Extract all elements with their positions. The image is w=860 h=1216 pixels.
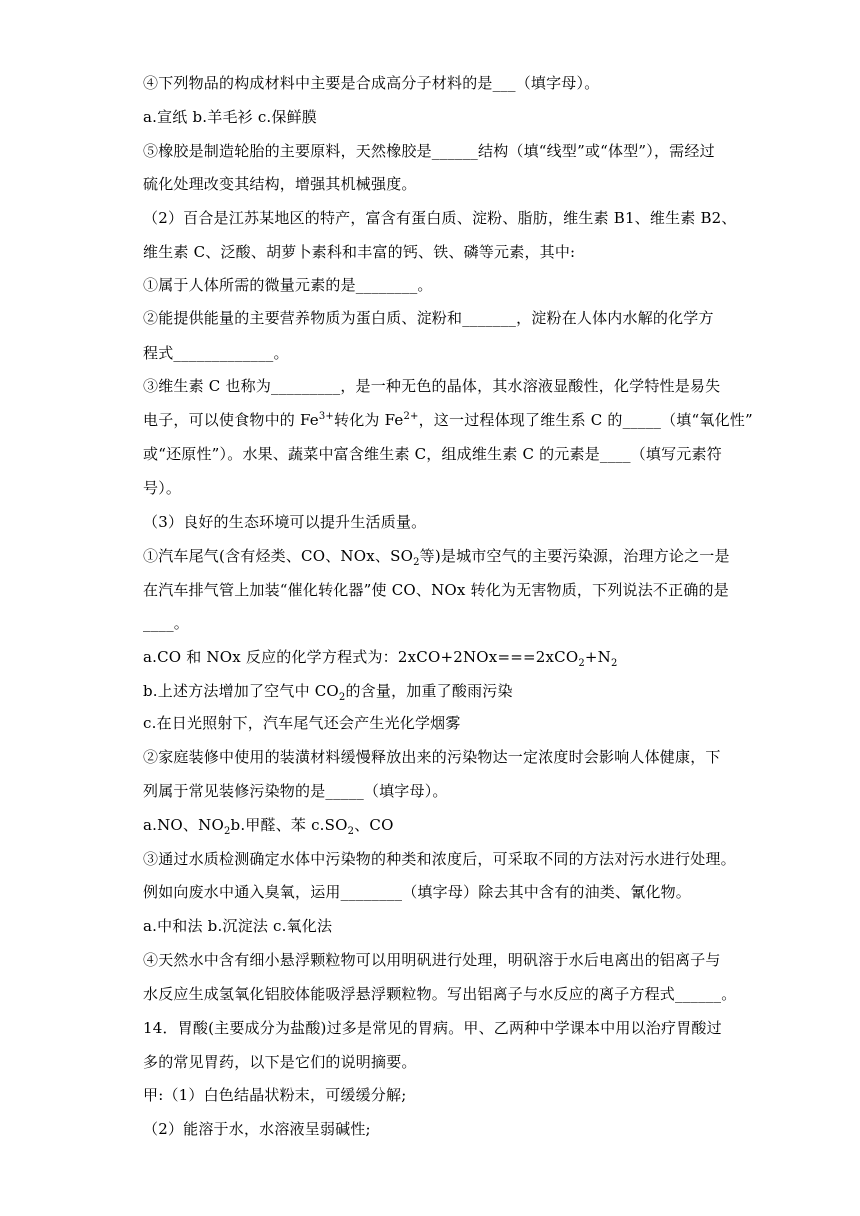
text-line xyxy=(143,546,823,566)
text-run: a.CO 和 NOx 反应的化学方程式为：2xCO+2NOx===2xCO xyxy=(143,648,579,666)
text-run: 甲:（1）白色结晶状粉末，可缓缓分解; xyxy=(143,1086,407,1104)
text-run: a.NO、NO xyxy=(143,816,224,834)
text-run: ⑤橡胶是制造轮胎的主要原料，天然橡胶是______结构（填“线型”或“体型”），需经过 xyxy=(143,142,715,160)
subscript: 2 xyxy=(338,692,346,703)
text-run: +N xyxy=(584,648,611,666)
text-line xyxy=(143,849,823,869)
text-line xyxy=(143,512,823,532)
text-line xyxy=(143,580,823,600)
text-run: a.中和法 b.沉淀法 c.氧化法 xyxy=(143,917,333,935)
text-run: 维生素 C、泛酸、胡萝卜素科和丰富的钙、铁、磷等元素，其中: xyxy=(143,243,576,261)
text-line xyxy=(143,1052,823,1072)
text-run: （2）百合是江苏某地区的特产，富含有蛋白质、淀粉、脂肪，维生素 B1、维生素 B2、 xyxy=(143,209,737,227)
text-run: （2）能溶于水，水溶液呈弱碱性; xyxy=(143,1120,371,1138)
text-run: 或“还原性”）。水果、蔬菜中富含维生素 C，组成维生素 C 的元素是____（填写元素符 xyxy=(143,445,722,463)
subscript: 2 xyxy=(413,557,420,568)
text-line xyxy=(143,647,823,667)
text-line xyxy=(143,242,823,262)
text-run: 列属于常见装修污染物的是_____（填字母）。 xyxy=(143,782,448,800)
text-line xyxy=(143,984,823,1004)
text-run: 的含量，加重了酸雨污染 xyxy=(345,682,513,700)
text-line xyxy=(143,208,823,228)
text-run: ①属于人体所需的微量元素的是________。 xyxy=(143,276,433,294)
text-line xyxy=(143,747,823,767)
text-run: 多的常见胃药，以下是它们的说明摘要。 xyxy=(143,1053,417,1071)
text-line xyxy=(143,444,823,464)
subscript: 2 xyxy=(347,826,355,837)
text-run: 例如向废水中通入臭氧，运用________（填字母）除去其中含有的油类、氰化物。 xyxy=(143,883,692,901)
text-line xyxy=(143,1018,823,1038)
text-line xyxy=(143,478,823,498)
text-line xyxy=(143,343,823,363)
text-line xyxy=(143,681,823,701)
text-line xyxy=(143,781,823,801)
text-run: ④天然水中含有细小悬浮颗粒物可以用明矾进行处理，明矾溶于水后电离出的铝离子与 xyxy=(143,951,721,969)
text-run: 14．胃酸(主要成分为盐酸)过多是常见的胃病。甲、乙两种中学课本中用以治疗胃酸过 xyxy=(143,1019,722,1037)
text-run: 在汽车排气管上加装“催化转化器”使 CO、NOx 转化为无害物质，下列说法不正确的是 xyxy=(143,581,729,599)
text-run: 水反应生成氢氧化铝胶体能吸浮悬浮颗粒物。写出铝离子与水反应的离子方程式______。 xyxy=(143,985,737,1003)
subscript: 2 xyxy=(610,658,618,669)
text-run: 号）。 xyxy=(143,479,182,497)
text-line xyxy=(143,713,823,733)
text-run: ，这一过程体现了维生系 C 的_____（填“氧化性” xyxy=(418,411,753,429)
text-line xyxy=(143,613,823,633)
text-run: 电子，可以使食物中的 Fe xyxy=(143,411,319,429)
text-run: ②家庭装修中使用的装潢材料缓慢释放出来的污染物达一定浓度时会影响人体健康，下 xyxy=(143,748,721,766)
text-run: c.在日光照射下，汽车尾气还会产生光化学烟雾 xyxy=(143,714,461,732)
text-run: b.甲醛、苯 c.SO xyxy=(230,816,348,834)
superscript: 3+ xyxy=(318,411,334,422)
text-run: 程式_____________。 xyxy=(143,344,289,362)
text-run: ③维生素 C 也称为_________，是一种无色的晶体，其水溶液显酸性，化学特性是易失 xyxy=(143,377,721,395)
superscript: 2+ xyxy=(403,411,419,422)
text-run: 、CO xyxy=(354,816,394,834)
subscript: 2 xyxy=(578,658,585,669)
text-line xyxy=(143,410,823,430)
text-run: ②能提供能量的主要营养物质为蛋白质、淀粉和_______，淀粉在人体内水解的化学方 xyxy=(143,309,714,327)
text-run: ①汽车尾气(含有烃类、CO、NOx、SO xyxy=(143,547,414,565)
text-line xyxy=(143,141,823,161)
text-run: ____。 xyxy=(143,614,190,632)
text-line xyxy=(143,73,823,93)
text-run: （3）良好的生态环境可以提升生活质量。 xyxy=(143,513,427,531)
text-run: ③通过水质检测确定水体中污染物的种类和浓度后，可采取不同的方法对污水进行处理。 xyxy=(143,850,736,868)
text-line xyxy=(143,174,823,194)
text-run: 等)是城市空气的主要污染源，治理方论之一是 xyxy=(419,547,730,565)
text-run: 硫化处理改变其结构，增强其机械强度。 xyxy=(143,175,417,193)
text-line xyxy=(143,950,823,970)
subscript: 2 xyxy=(223,826,231,837)
text-line xyxy=(143,815,823,835)
text-run: b.上述方法增加了空气中 CO xyxy=(143,682,339,700)
text-line xyxy=(143,882,823,902)
text-line xyxy=(143,275,823,295)
text-line xyxy=(143,376,823,396)
text-line xyxy=(143,308,823,328)
text-run: 转化为 Fe xyxy=(334,411,404,429)
text-line xyxy=(143,1085,823,1105)
text-run: a.宣纸 b.羊毛衫 c.保鲜膜 xyxy=(143,108,317,126)
text-line xyxy=(143,1119,823,1139)
text-run: ④下列物品的构成材料中主要是合成高分子材料的是___（填字母）。 xyxy=(143,74,600,92)
text-line xyxy=(143,107,823,127)
text-line xyxy=(143,916,823,936)
